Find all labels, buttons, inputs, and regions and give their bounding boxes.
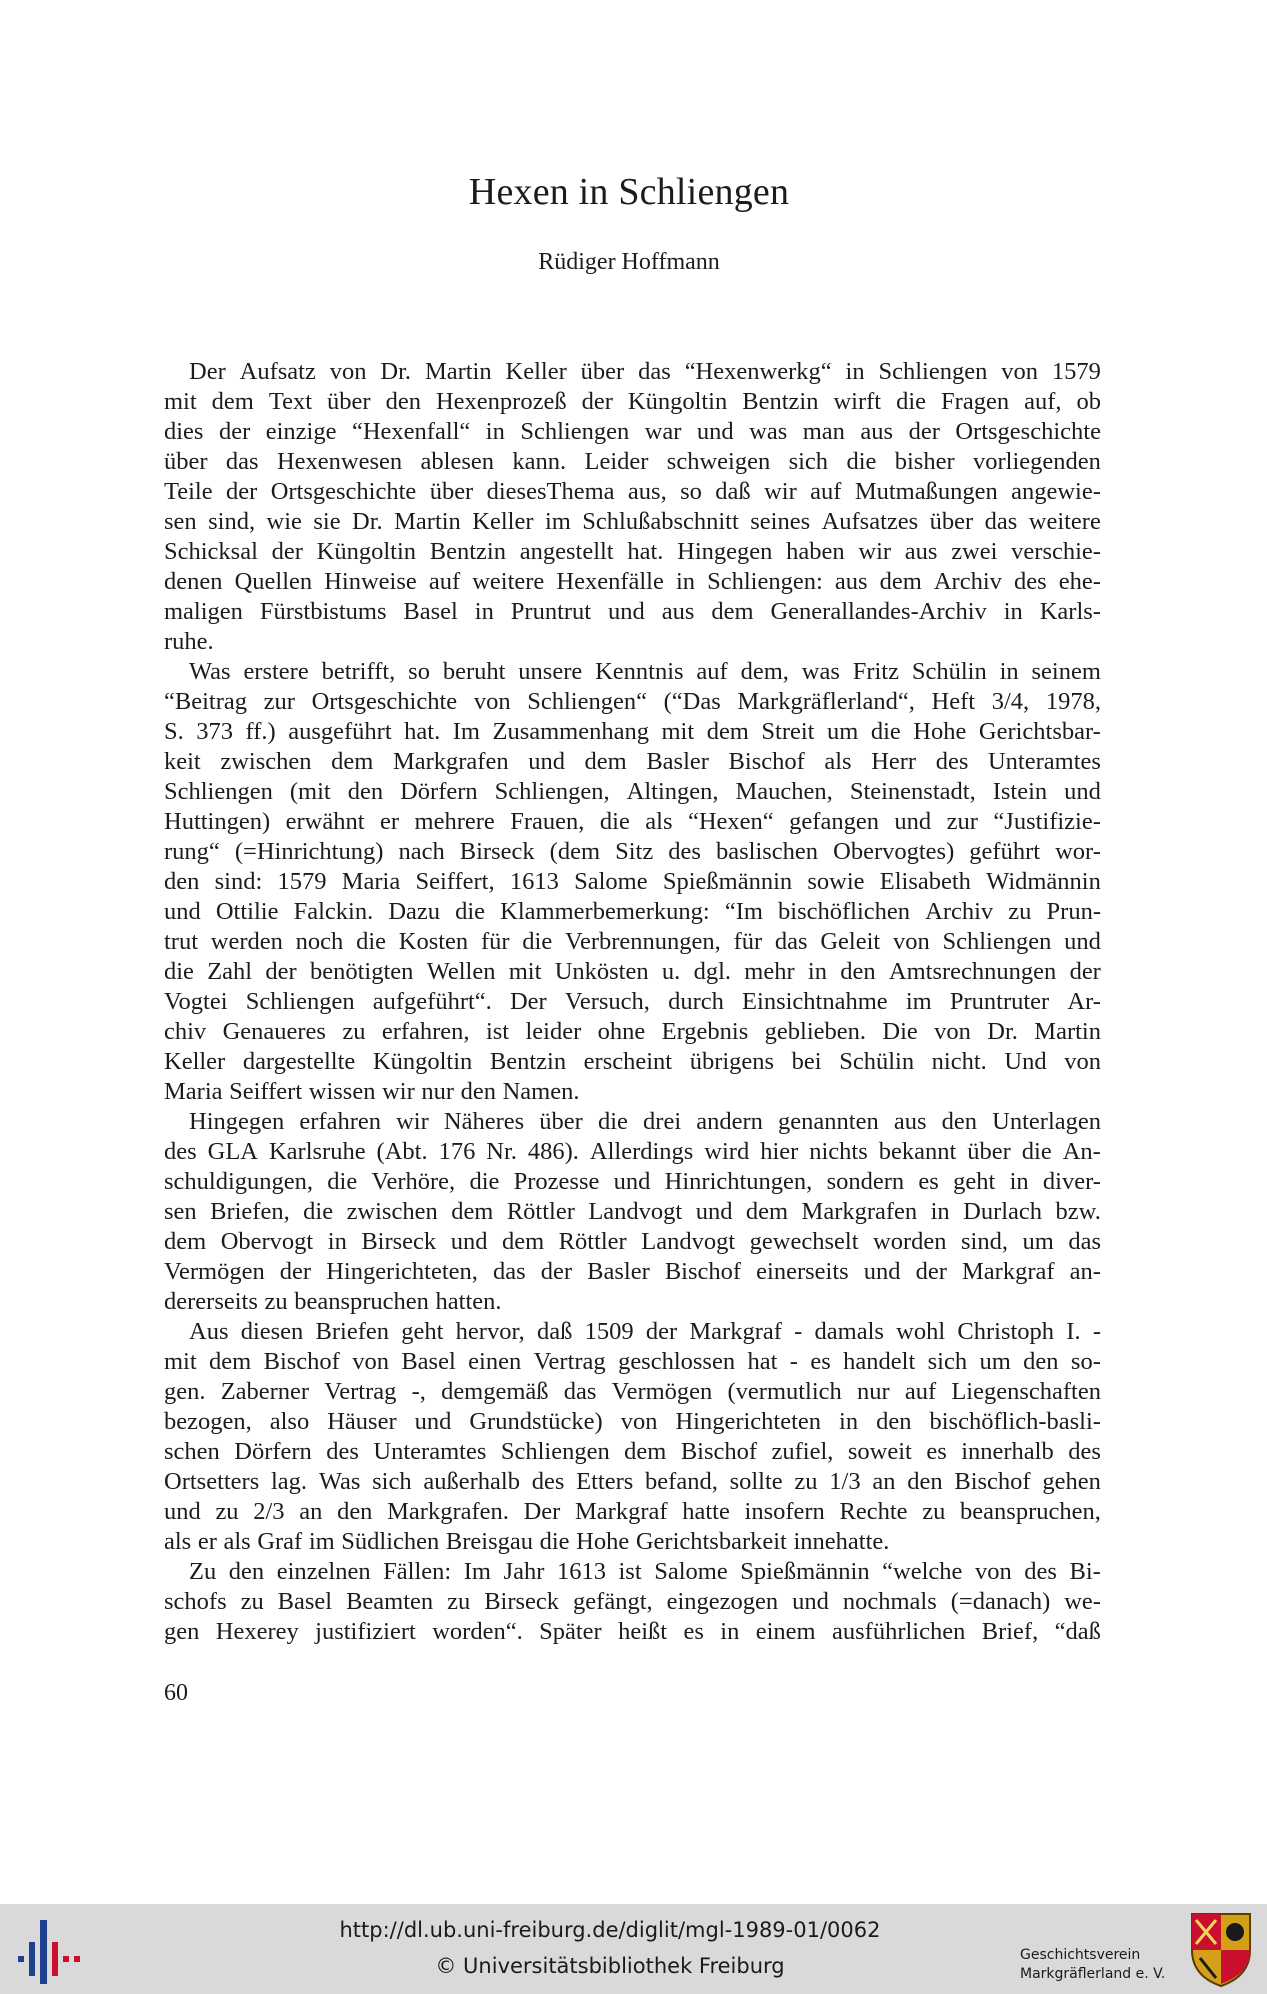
text-line: Zu den einzelnen Fällen: Im Jahr 1613 ist Salome Spießmännin “welche von des Bi- [189,1558,1101,1585]
page-title: Hexen in Schliengen [468,171,790,213]
society-name [1020,1946,1165,1984]
text-line: des GLA Karlsruhe (Abt. 176 Nr. 486). Allerdings wird hier nichts bekannt über die An- [164,1138,1101,1165]
society-name-line2: Markgräflerland e. V. [1020,1966,1166,1982]
text-line: die Zahl der benötigten Wellen mit Unkösten u. dgl. mehr in den Amtsrechnungen der [164,958,1101,985]
page-number: 60 [164,1680,188,1706]
text-line: dem Obervogt in Birseck und dem Röttler Landvogt gewechselt worden sind, um das [164,1228,1101,1255]
text-line: rung“ (=Hinrichtung) nach Birseck (dem Sitz des baslischen Obervogtes) geführt wor- [164,838,1101,865]
text-line: den sind: 1579 Maria Seiffert, 1613 Salome Spießmännin sowie Elisabeth Widmännin [164,868,1101,895]
text-line: über das Hexenwesen ablesen kann. Leider schweigen sich die bisher vorliegenden [164,448,1101,475]
text-line: Aus diesen Briefen geht hervor, daß 1509 der Markgraf - damals wohl Christoph I. - [189,1318,1101,1345]
text-line: Maria Seiffert wissen wir nur den Namen. [164,1078,580,1105]
text-line: sen sind, wie sie Dr. Martin Keller im Schlußabschnitt seines Aufsatzes über das weitere [164,508,1101,535]
text-line: mit dem Text über den Hexenprozeß der Küngoltin Bentzin wirft die Fragen auf, ob [164,388,1101,415]
text-line: Vermögen der Hingerichteten, das der Basler Bischof einerseits und der Markgraf an- [164,1258,1101,1285]
text-line: “Beitrag zur Ortsgeschichte von Schliengen“ (“Das Markgräflerland“, Heft 3/4, 1978, [164,688,1101,715]
text-line: bezogen, also Häuser und Grundstücke) von Hingerichteten in den bischöflich-basli- [164,1408,1101,1435]
text-line: gen Hexerey justifiziert worden“. Später heißt es in einem ausführlichen Brief, “daß [164,1618,1101,1645]
text-line: Was erstere betrifft, so beruht unsere Kenntnis auf dem, was Fritz Schülin in seinem [189,658,1101,685]
society-name-line1: Geschichtsverein [1020,1947,1141,1963]
text-line: ruhe. [164,628,214,655]
article-body [164,357,1101,1647]
text-line: mit dem Bischof von Basel einen Vertrag geschlossen hat - es handelt sich um den so- [164,1348,1101,1375]
text-line: Huttingen) erwähnt er mehrere Frauen, die als “Hexen“ gefangen und zur “Justifizie- [164,808,1101,835]
text-line: chiv Genaueres zu erfahren, ist leider ohne Ergebnis geblieben. Die von Dr. Martin [164,1018,1101,1045]
text-line: schuldigungen, die Verhöre, die Prozesse und Hinrichtungen, sondern es geht in diver- [164,1168,1101,1195]
text-line: keit zwischen dem Markgrafen und dem Basler Bischof als Herr des Unteramtes [164,748,1101,775]
text-line: schen Dörfern des Unteramtes Schliengen dem Bischof zufiel, soweit es innerhalb des [164,1438,1101,1465]
text-line: dererseits zu beanspruchen hatten. [164,1288,502,1315]
text-line: und zu 2/3 an den Markgrafen. Der Markgraf hatte insofern Rechte zu beanspruchen, [164,1498,1101,1525]
text-line: schofs zu Basel Beamten zu Birseck gefängt, eingezogen und nochmals (=danach) we- [164,1588,1101,1615]
footer-copyright: © Universitätsbibliothek Freiburg [435,1954,785,1978]
text-line: Der Aufsatz von Dr. Martin Keller über das “Hexenwerkg“ in Schliengen von 1579 [189,358,1101,385]
text-line: als er als Graf im Südlichen Breisgau die Hohe Gerichtsbarkeit innehatte. [164,1528,890,1555]
text-line: Keller dargestellte Küngoltin Bentzin erscheint übrigens bei Schülin nicht. Und von [164,1048,1101,1075]
author-name: Rüdiger Hoffmann [538,249,720,275]
text-line: denen Quellen Hinweise auf weitere Hexenfälle in Schliengen: aus dem Archiv des ehe- [164,568,1101,595]
text-line: trut werden noch die Kosten für die Verbrennungen, für das Geleit von Schliengen und [164,928,1101,955]
text-line: S. 373 ff.) ausgeführt hat. Im Zusammenhang mit dem Streit um die Hohe Gerichtsbar- [164,718,1101,745]
footer-bar [0,1904,1267,1994]
text-line: und Ottilie Falckin. Dazu die Klammerbemerkung: “Im bischöflichen Archiv zu Prun- [164,898,1101,925]
text-line: dies der einzige “Hexenfall“ in Schliengen war und was man aus der Ortsgeschichte [164,418,1101,445]
footer-url-link[interactable]: http://dl.ub.uni-freiburg.de/diglit/mgl-1989-01/0062 [339,1918,881,1942]
text-line: maligen Fürstbistums Basel in Pruntrut und aus dem Generallandes-Archiv in Karls- [164,598,1101,625]
coat-of-arms-icon[interactable] [1188,1910,1254,1988]
text-line: Teile der Ortsgeschichte über diesesThema aus, so daß wir auf Mutmaßungen angewie- [164,478,1101,505]
text-line: Schliengen (mit den Dörfern Schliengen, Altingen, Mauchen, Steinenstadt, Istein und [164,778,1101,805]
text-line: sen Briefen, die zwischen dem Röttler Landvogt und dem Markgrafen in Durlach bzw. [164,1198,1101,1225]
text-line: Schicksal der Küngoltin Bentzin angestellt hat. Hingegen haben wir aus zwei verschie- [164,538,1101,565]
text-line: Ortsetters lag. Was sich außerhalb des Etters befand, sollte zu 1/3 an den Bischof gehen [164,1468,1101,1495]
text-line: gen. Zaberner Vertrag -, demgemäß das Vermögen (vermutlich nur auf Liegenschaften [164,1378,1101,1405]
text-line: Vogtei Schliengen aufgeführt“. Der Versuch, durch Einsichtnahme im Pruntruter Ar- [164,988,1101,1015]
text-line: Hingegen erfahren wir Näheres über die drei andern genannten aus den Unterlagen [189,1108,1101,1135]
